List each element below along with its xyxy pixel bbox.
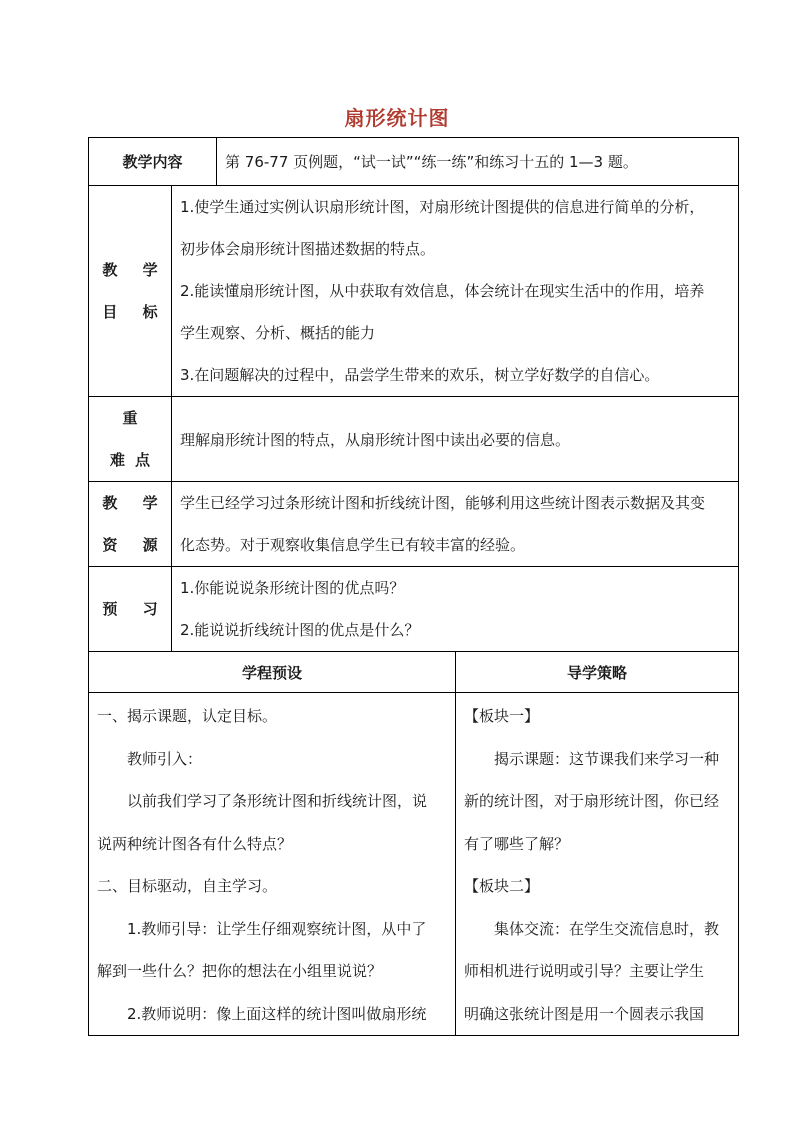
resources-text: 学生已经学习过条形统计图和折线统计图，能够利用这些统计图表示数据及其变 化态势。对于观察收集信息学生已有较丰富的经验。: [172, 482, 739, 567]
goal-line: 1.使学生通过实例认识扇形统计图，对扇形统计图提供的信息进行简单的分析，: [180, 198, 705, 216]
row-process-header: [89, 652, 739, 693]
row-difficulty: [89, 397, 739, 482]
row-process-body: [89, 693, 739, 1036]
goal-line: 3.在问题解决的过程中，品尝学生带来的欢乐，树立学好数学的自信心。: [180, 366, 660, 384]
resources-label: 教 学 资 源: [89, 482, 172, 567]
process-left: 一、揭示课题，认定目标。 教师引入： 以前我们学习了条形统计图和折线统计图，说 说两种统计图各有什么特点？ 二、目标驱动，自主学习。 1.教师引导：让学生仔细观察统计图，从中了 解到一些什么？把你的想法在小组里说说？ 2.教师说明：像上面这样的统计图叫做扇形统: [89, 693, 456, 1036]
goals-text: [172, 186, 739, 397]
process-right: 【板块一】 揭示课题：这节课我们来学习一种 新的统计图，对于扇形统计图，你已经 有了哪些了解？ 【板块二】 集体交流：在学生交流信息时，教 师相机进行说明或引导？主要让学生 明确这张统计图是用一个圆表示我国: [456, 693, 739, 1036]
difficulty-label: 重 难点: [89, 397, 172, 482]
goal-line: 2.能读懂扇形统计图，从中获取有效信息，体会统计在现实生活中的作用，培养: [180, 282, 705, 300]
page-title: 扇形统计图: [344, 106, 450, 130]
lesson-plan-table: [88, 137, 739, 1036]
content-text: 第 76-77 页例题，“试一试”“练一练”和练习十五的 1—3 题。: [217, 138, 739, 186]
goal-line: 学生观察、分析、概括的能力: [180, 324, 376, 342]
row-preview: [89, 567, 739, 652]
difficulty-text: 理解扇形统计图的特点，从扇形统计图中读出必要的信息。: [172, 397, 739, 482]
row-content: [89, 138, 739, 186]
preview-label: 预 习: [89, 567, 172, 652]
row-goals: [89, 186, 739, 397]
process-header-left: 学程预设: [89, 652, 456, 693]
goal-line: 初步体会扇形统计图描述数据的特点。: [180, 240, 436, 258]
preview-text: 1.你能说说条形统计图的优点吗？ 2.能说说折线统计图的优点是什么？: [172, 567, 739, 652]
content-label: 教学内容: [89, 138, 217, 186]
row-resources: [89, 482, 739, 567]
process-header-right: 导学策略: [456, 652, 739, 693]
goals-label: 教 学 目 标: [89, 186, 172, 397]
